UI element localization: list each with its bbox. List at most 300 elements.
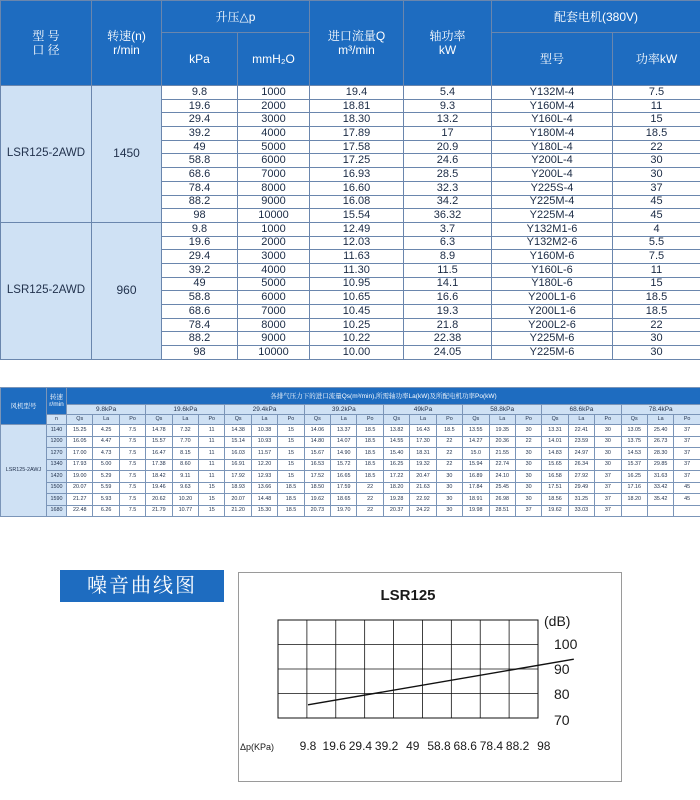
header-model: 型 号 口 径 (1, 1, 92, 86)
table-cell: 88.2 (162, 332, 238, 346)
table-cell: 21.63 (410, 482, 436, 494)
table-cell: 18.5 (436, 425, 462, 437)
table-cell: 11.57 (251, 448, 277, 460)
table-cell: 7.5 (119, 436, 145, 448)
table-cell: 24.10 (489, 471, 515, 483)
table-cell: 26.73 (647, 436, 673, 448)
table-cell: 12.93 (251, 471, 277, 483)
table-cell: 5000 (238, 277, 310, 291)
group-speed-cell: 1450 (92, 86, 162, 223)
table-cell: 11 (199, 436, 225, 448)
table-cell: 14.55 (383, 436, 409, 448)
t2-pressure-header: 78.4kPa (621, 405, 700, 415)
table-cell: 12.49 (310, 222, 404, 236)
table-cell: 18.91 (463, 494, 489, 506)
table-cell: 30 (515, 448, 541, 460)
table-cell: 15.37 (621, 459, 647, 471)
t2-pressure-header: 39.2kPa (304, 405, 383, 415)
x-tick-label: 78.4 (479, 739, 504, 753)
chart-title: LSR125 (380, 587, 436, 604)
table-cell: Y225M-6 (492, 332, 613, 346)
table-cell: 19.00 (67, 471, 93, 483)
table-cell: 10.95 (310, 277, 404, 291)
table-cell: 30 (515, 482, 541, 494)
table-cell: 30 (595, 436, 621, 448)
table-cell: 1000 (238, 86, 310, 100)
table-cell: 7.5 (613, 86, 700, 100)
t2-sub-header: La (647, 415, 673, 425)
table-cell: 16.65 (331, 471, 357, 483)
table-cell: 10.00 (310, 346, 404, 360)
table-cell: 18.5 (613, 305, 700, 319)
table-cell: 33.03 (568, 505, 594, 517)
table-cell: 11 (199, 425, 225, 437)
table-cell: Y160L-6 (492, 263, 613, 277)
table-cell: 13.55 (463, 425, 489, 437)
table-cell: 18.65 (331, 494, 357, 506)
table-cell: 10.38 (251, 425, 277, 437)
table-cell: 22.38 (404, 332, 492, 346)
t2-pressure-header: 9.8kPa (67, 405, 146, 415)
table-cell: 8000 (238, 181, 310, 195)
table-cell: 5.5 (613, 236, 700, 250)
table-cell: 11.5 (404, 263, 492, 277)
table-cell: 7.5 (119, 505, 145, 517)
t2-pressure-header: 19.6kPa (146, 405, 225, 415)
table-cell: 18.30 (310, 113, 404, 127)
table-cell: 16.53 (304, 459, 330, 471)
table-cell: Y160M-4 (492, 99, 613, 113)
table-cell: 17.93 (67, 459, 93, 471)
table-cell: 9.11 (172, 471, 198, 483)
x-tick-label: 9.8 (299, 739, 317, 753)
table-cell (621, 505, 647, 517)
header-motor-model: 型号 (492, 33, 613, 86)
table-cell: 45 (674, 494, 700, 506)
table-cell: 30 (436, 505, 462, 517)
table-cell: 20.07 (67, 482, 93, 494)
table-cell: 14.80 (304, 436, 330, 448)
table-cell: Y200L2-6 (492, 318, 613, 332)
table-cell: 15 (278, 448, 304, 460)
table-cell: 18.5 (278, 482, 304, 494)
table-cell: 14.07 (331, 436, 357, 448)
table-row (1, 471, 700, 483)
table-cell: 20.36 (489, 436, 515, 448)
table-cell: 18.5 (613, 291, 700, 305)
table-row (1, 436, 700, 448)
table-cell: 7.5 (119, 471, 145, 483)
table-cell: 5.29 (93, 471, 119, 483)
variable-speed-table (0, 387, 700, 517)
table-cell: 8.15 (172, 448, 198, 460)
t2-sub-header: Qs (383, 415, 409, 425)
table-cell: 16.6 (404, 291, 492, 305)
table-cell: 8000 (238, 318, 310, 332)
table-cell: 6000 (238, 154, 310, 168)
table-row (1, 459, 700, 471)
table-cell: Y200L-4 (492, 154, 613, 168)
table-cell: 4 (613, 222, 700, 236)
table-cell: 30 (595, 448, 621, 460)
header-shaft-power: 轴功率 kW (404, 1, 492, 86)
table-cell: 17.38 (146, 459, 172, 471)
t2-speed-cell: 1140 (47, 425, 67, 437)
t2-sub-header: Po (515, 415, 541, 425)
header-motor: 配套电机(380V) (492, 1, 700, 33)
table-cell: 19.28 (383, 494, 409, 506)
table-cell: 17.58 (310, 140, 404, 154)
table-cell: 17.92 (225, 471, 251, 483)
table-cell: 21.79 (146, 505, 172, 517)
table-cell: 13.82 (383, 425, 409, 437)
t2-sub-header: Qs (225, 415, 251, 425)
t2-speed-cell: 1200 (47, 436, 67, 448)
table-cell: 13.2 (404, 113, 492, 127)
noise-series-line (308, 659, 574, 705)
table-cell: 37 (613, 181, 700, 195)
t2-sub-header: Qs (67, 415, 93, 425)
table-cell: 21.20 (225, 505, 251, 517)
table-cell: 4.25 (93, 425, 119, 437)
table-cell: 22.41 (568, 425, 594, 437)
table-cell: 11 (199, 448, 225, 460)
table-cell: 33.42 (647, 482, 673, 494)
table-cell: 14.06 (304, 425, 330, 437)
table-row (1, 222, 700, 236)
table-cell: 13.37 (331, 425, 357, 437)
table-cell: 15 (613, 277, 700, 291)
table-cell: 2000 (238, 99, 310, 113)
table-cell: 22.92 (410, 494, 436, 506)
t2-sub-header: Po (119, 415, 145, 425)
table-cell: 10.20 (172, 494, 198, 506)
table-cell: 2000 (238, 236, 310, 250)
table-cell: 19.35 (489, 425, 515, 437)
t2-pressure-header: 68.6kPa (542, 405, 621, 415)
table-cell: 10.65 (310, 291, 404, 305)
table-cell: 21.27 (67, 494, 93, 506)
table-cell: 18.5 (357, 436, 383, 448)
t2-sub-header: La (568, 415, 594, 425)
table-cell: 15.67 (304, 448, 330, 460)
table-cell (647, 505, 673, 517)
t2-sub-header: Po (357, 415, 383, 425)
table-cell: 14.48 (251, 494, 277, 506)
table-cell: 7000 (238, 168, 310, 182)
table-cell: 88.2 (162, 195, 238, 209)
header-flow: 进口流量Q m³/min (310, 1, 404, 86)
table-cell: 12.03 (310, 236, 404, 250)
table-cell: 17.51 (542, 482, 568, 494)
table-cell: Y132M1-6 (492, 222, 613, 236)
table-cell: 39.2 (162, 127, 238, 141)
table-cell: 20.73 (304, 505, 330, 517)
table-row (1, 494, 700, 506)
table-cell: 14.27 (463, 436, 489, 448)
table-cell: 17.22 (383, 471, 409, 483)
table-cell: 16.58 (542, 471, 568, 483)
t2-sub-header: La (410, 415, 436, 425)
table-cell: 37 (515, 505, 541, 517)
table-cell: 30 (613, 332, 700, 346)
t2-sub-header: Po (436, 415, 462, 425)
t2-sub-header: Qs (542, 415, 568, 425)
table-cell: 34.2 (404, 195, 492, 209)
table-cell: 19.32 (410, 459, 436, 471)
t2-sub-header: Qs (146, 415, 172, 425)
table-cell: 5.59 (93, 482, 119, 494)
table-cell: 3.7 (404, 222, 492, 236)
table-cell: 15 (278, 459, 304, 471)
table-cell: 13.05 (621, 425, 647, 437)
table-cell: 31.25 (568, 494, 594, 506)
table-cell: Y225M-4 (492, 209, 613, 223)
table-cell: 11 (199, 459, 225, 471)
table-cell: 9000 (238, 332, 310, 346)
table-cell: 10.25 (310, 318, 404, 332)
table-cell: 22 (436, 448, 462, 460)
table-cell: 17.52 (304, 471, 330, 483)
table-cell: 28.5 (404, 168, 492, 182)
table-cell: 11.30 (310, 263, 404, 277)
table-cell: 18.42 (146, 471, 172, 483)
table-cell: 22 (357, 494, 383, 506)
table-cell: 7.5 (119, 459, 145, 471)
t2-pressure-header: 58.8kPa (463, 405, 542, 415)
table-cell: 78.4 (162, 181, 238, 195)
table-row (1, 425, 700, 437)
table-cell: 15 (278, 471, 304, 483)
table-cell: Y160M-6 (492, 250, 613, 264)
table-cell: 22.48 (67, 505, 93, 517)
table-cell: 7.5 (613, 250, 700, 264)
table-row (1, 505, 700, 517)
table-cell: 30 (515, 494, 541, 506)
table-cell: 15.0 (463, 448, 489, 460)
table-cell: 37 (674, 436, 700, 448)
table-cell: 14.38 (225, 425, 251, 437)
table-cell: 16.93 (310, 168, 404, 182)
table-cell: 25.45 (489, 482, 515, 494)
table-cell: 22 (436, 459, 462, 471)
table-cell: 37 (674, 448, 700, 460)
table-cell: 68.6 (162, 168, 238, 182)
table-cell: 13.31 (542, 425, 568, 437)
header-pressure: 升压△p (162, 1, 310, 33)
table-row (1, 86, 700, 100)
t2-header-span-title: 各排气压力下的进口流量Qs(m³/min),所需轴功率La(kW)及所配电机功率Po(kW) (67, 388, 700, 405)
t2-speed-cell: 1500 (47, 482, 67, 494)
table-cell: 22 (357, 505, 383, 517)
table-cell: 14.53 (621, 448, 647, 460)
table-cell: 29.85 (647, 459, 673, 471)
table-cell: 98 (162, 209, 238, 223)
table-cell (674, 505, 700, 517)
t2-header-model: 风机型号 (1, 388, 47, 425)
table-cell: 11 (199, 471, 225, 483)
table-cell: 30 (436, 471, 462, 483)
table-cell: Y180L-4 (492, 140, 613, 154)
table-cell: Y132M2-6 (492, 236, 613, 250)
header-motor-power: 功率kW (613, 33, 700, 86)
table-cell: 8.60 (172, 459, 198, 471)
x-tick-label: 29.4 (348, 739, 373, 753)
table-cell: 7.5 (119, 448, 145, 460)
group-model-cell: LSR125-2AWD (1, 222, 92, 359)
y-tick-label: 80 (554, 686, 570, 702)
t2-speed-cell: 1590 (47, 494, 67, 506)
table-cell: 20.47 (410, 471, 436, 483)
table-cell: 15 (278, 436, 304, 448)
group-speed-cell: 960 (92, 222, 162, 359)
t2-sub-header: Po (278, 415, 304, 425)
table-cell: 19.6 (162, 236, 238, 250)
table-cell: 31.63 (647, 471, 673, 483)
y-tick-label: 70 (554, 712, 570, 728)
t2-model-cell: LSR125-2AWJ (1, 425, 47, 517)
table-cell: 30 (436, 482, 462, 494)
table-cell: 17.59 (331, 482, 357, 494)
table-cell: 17 (404, 127, 492, 141)
table-cell: 24.97 (568, 448, 594, 460)
table-cell: 9000 (238, 195, 310, 209)
table-cell: 11 (613, 263, 700, 277)
x-tick-label: 58.8 (427, 739, 451, 753)
t2-header-n: n (47, 415, 67, 425)
table-cell: 5.93 (93, 494, 119, 506)
table-cell: 14.1 (404, 277, 492, 291)
table-cell: 16.91 (225, 459, 251, 471)
table-cell: 18.93 (225, 482, 251, 494)
table-cell: 18.5 (357, 425, 383, 437)
table-cell: 58.8 (162, 291, 238, 305)
t2-speed-cell: 1340 (47, 459, 67, 471)
table-cell: 11 (613, 99, 700, 113)
table-cell: 19.6 (162, 99, 238, 113)
table-cell: 17.25 (310, 154, 404, 168)
table-cell: Y225M-4 (492, 195, 613, 209)
table-cell: 18.5 (278, 494, 304, 506)
table-cell: 15 (199, 482, 225, 494)
table-cell: 16.47 (146, 448, 172, 460)
table-cell: 37 (674, 471, 700, 483)
table-cell: 24.6 (404, 154, 492, 168)
t2-speed-cell: 1270 (47, 448, 67, 460)
table-cell: 4.73 (93, 448, 119, 460)
table-cell: 18.56 (542, 494, 568, 506)
table-cell: 16.60 (310, 181, 404, 195)
table-cell: Y225S-4 (492, 181, 613, 195)
table-cell: 7.5 (119, 425, 145, 437)
table-cell: 14.01 (542, 436, 568, 448)
table-cell: 10.77 (172, 505, 198, 517)
table-cell: 5.00 (93, 459, 119, 471)
table-cell: 10.45 (310, 305, 404, 319)
x-tick-label: 39.2 (374, 739, 399, 753)
table-cell: 22 (357, 482, 383, 494)
t2-sub-header: Po (199, 415, 225, 425)
table-cell: 30 (613, 154, 700, 168)
table-cell: 19.3 (404, 305, 492, 319)
table-cell: 7.5 (119, 494, 145, 506)
t2-sub-header: La (251, 415, 277, 425)
table-cell: 4000 (238, 263, 310, 277)
table-cell: 22 (613, 318, 700, 332)
table-cell: 15 (199, 505, 225, 517)
table-cell: 49 (162, 140, 238, 154)
t2-speed-cell: 1680 (47, 505, 67, 517)
header-speed: 转速(n) r/min (92, 1, 162, 86)
table-cell: 18.5 (278, 505, 304, 517)
table-cell: 17.89 (310, 127, 404, 141)
table-cell: 7.70 (172, 436, 198, 448)
table-cell: 18.81 (310, 99, 404, 113)
performance-table (0, 0, 700, 360)
table-cell: 14.78 (146, 425, 172, 437)
table-cell: 18.20 (383, 482, 409, 494)
table-cell: 68.6 (162, 305, 238, 319)
t2-sub-header: La (489, 415, 515, 425)
table-cell: 9.63 (172, 482, 198, 494)
table-cell: 45 (613, 195, 700, 209)
table-cell: 15.25 (67, 425, 93, 437)
table-cell: 18.20 (621, 494, 647, 506)
table-cell: 18.31 (410, 448, 436, 460)
table-cell: 4.47 (93, 436, 119, 448)
table-cell: 15.94 (463, 459, 489, 471)
table-cell: 98 (162, 346, 238, 360)
table-cell: 19.62 (542, 505, 568, 517)
table-cell: 10000 (238, 346, 310, 360)
table-cell: 5.4 (404, 86, 492, 100)
table-cell: 19.62 (304, 494, 330, 506)
x-axis-label: Δp(KPa) (239, 742, 274, 752)
table-cell: 24.05 (404, 346, 492, 360)
table-cell: 5000 (238, 140, 310, 154)
t2-sub-header: Qs (304, 415, 330, 425)
table-cell: 17.84 (463, 482, 489, 494)
table-cell: 30 (515, 425, 541, 437)
table-cell: 9.8 (162, 86, 238, 100)
t2-sub-header: Po (595, 415, 621, 425)
table-cell: 24.22 (410, 505, 436, 517)
table-cell: 23.59 (568, 436, 594, 448)
table-cell: 10.22 (310, 332, 404, 346)
table-cell: 30 (613, 346, 700, 360)
table-cell: 15 (613, 113, 700, 127)
table-cell: 11.63 (310, 250, 404, 264)
x-tick-label: 88.2 (505, 739, 530, 753)
t2-sub-header: La (93, 415, 119, 425)
table-cell: 37 (595, 482, 621, 494)
table-cell: 7.32 (172, 425, 198, 437)
y-tick-label: 100 (554, 636, 578, 652)
table-cell: 6000 (238, 291, 310, 305)
table-cell: 15 (199, 494, 225, 506)
y-tick-label: 90 (554, 661, 570, 677)
table-cell: 30 (613, 168, 700, 182)
table-cell: 19.70 (331, 505, 357, 517)
table-cell: 15.54 (310, 209, 404, 223)
table-cell: 1000 (238, 222, 310, 236)
table-cell: 9.8 (162, 222, 238, 236)
table-row (1, 448, 700, 460)
table-cell: 49 (162, 277, 238, 291)
table-cell: 4000 (238, 127, 310, 141)
table-cell: Y225M-6 (492, 346, 613, 360)
table-cell: 15.30 (251, 505, 277, 517)
